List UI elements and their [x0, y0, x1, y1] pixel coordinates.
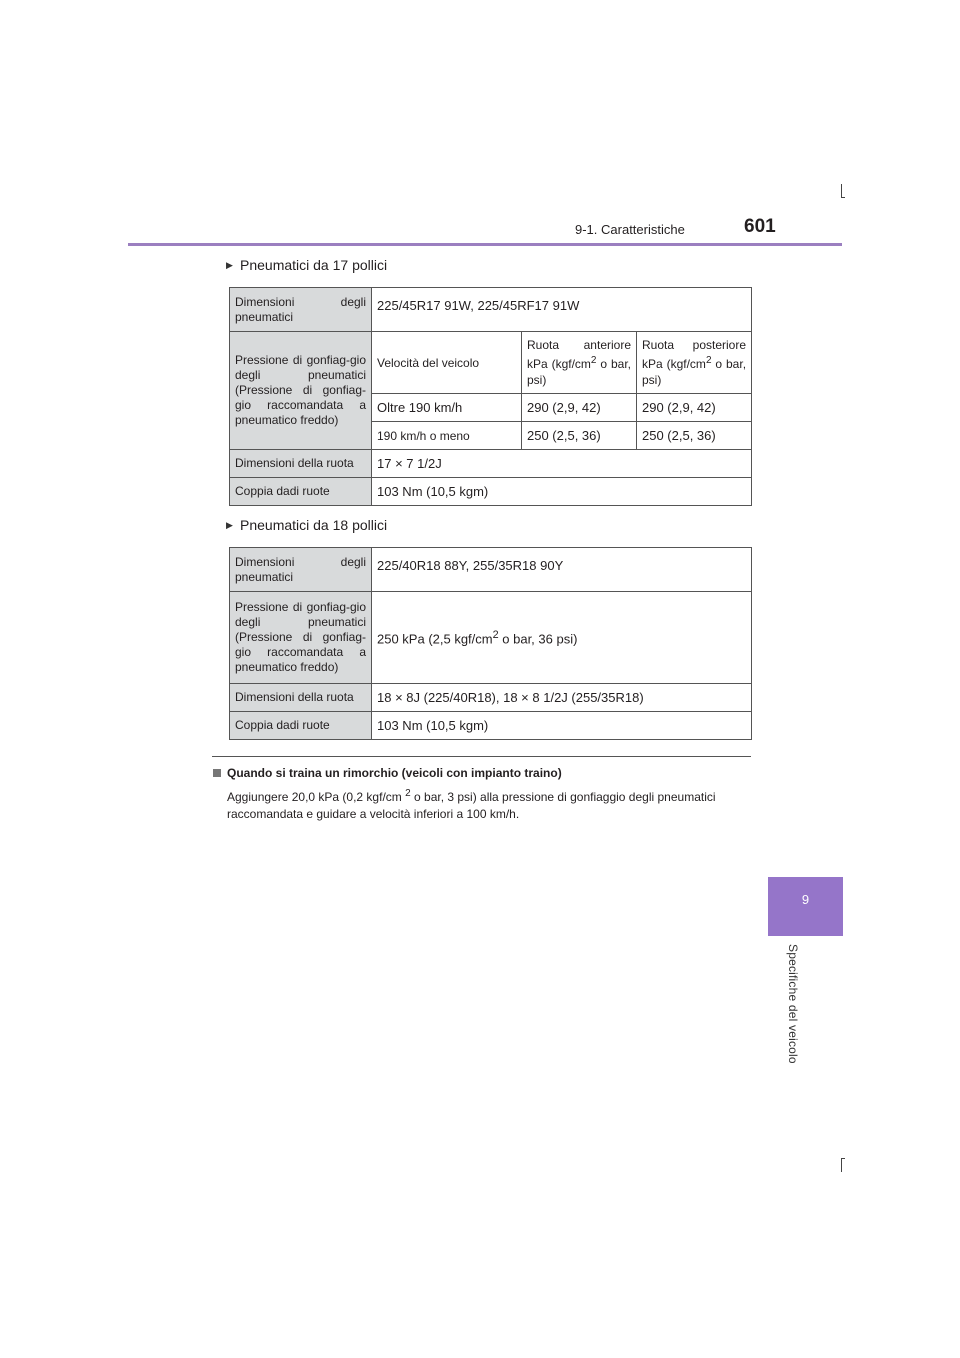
front-wheel-header: Ruota anteriore kPa ($kgf/cm^2$ o bar, psi): [522, 332, 637, 394]
triangle-bullet-icon: ▶: [226, 520, 233, 530]
heading-18-inch: [226, 517, 387, 533]
crop-mark-bottom-h: [841, 1158, 845, 1159]
crop-mark-top-h: [841, 197, 845, 198]
heading-17-text: Pneumatici da 17 pollici: [240, 257, 388, 273]
torque-label: Coppia dadi ruote: [230, 478, 372, 506]
wheel-size-value: 18 × 8J (225/40R18), 18 × 8 1/2J (255/35R18): [372, 684, 752, 712]
torque-value: 103 Nm (10,5 kgm): [372, 712, 752, 740]
tire-size-label: Dimensioni degli pneumatici: [230, 548, 372, 592]
triangle-bullet-icon: ▶: [226, 260, 233, 270]
pressure-label: Pressione di gonfiag-gio degli pneumatici (Pressione di gonfiag-gio raccomandata a pneumatico freddo): [230, 592, 372, 684]
front-pressure-cell: 290 (2,9, 42): [522, 394, 637, 422]
wheel-size-label: Dimensioni della ruota: [230, 450, 372, 478]
chapter-label: Specifiche del veicolo: [786, 944, 800, 1064]
rear-pressure-cell: 290 (2,9, 42): [637, 394, 752, 422]
speed-header: Velocità del veicolo: [372, 332, 522, 394]
page-number: 601: [744, 216, 776, 237]
tire-size-label: Dimensioni degli pneumatici: [230, 288, 372, 332]
note-divider: [212, 756, 751, 757]
torque-label: Coppia dadi ruote: [230, 712, 372, 740]
wheel-size-label: Dimensioni della ruota: [230, 684, 372, 712]
wheel-size-value: 17 × 7 1/2J: [372, 450, 752, 478]
rear-wheel-header: Ruota posteriore kPa ($kgf/cm^2$ o bar, psi): [637, 332, 752, 394]
crop-mark-top: [841, 184, 842, 198]
note-title: Quando si traina un rimorchio (veicoli con impianto traino): [213, 766, 562, 780]
tire-table-18: [229, 547, 752, 740]
note-body: Aggiungere 20,0 kPa (0,2 kgf/cm $^2$ o bar, 3 psi) alla pressione di gonfiaggio degli pneumatici raccomandata e guidare a velocità inferiori a 100 km/h.: [227, 788, 716, 821]
chapter-number: 9: [801, 892, 810, 907]
square-bullet-icon: [213, 769, 221, 777]
superscript: 2: [492, 629, 499, 642]
speed-cell: Oltre 190 km/h: [372, 394, 522, 422]
crop-mark-bottom: [841, 1158, 842, 1172]
tire-size-value: 225/45R17 91W, 225/45RF17 91W: [372, 288, 752, 332]
tire-size-value: 225/40R18 88Y, 255/35R18 90Y: [372, 548, 752, 592]
heading-18-text: Pneumatici da 18 pollici: [240, 517, 388, 533]
superscript: 2: [590, 355, 597, 366]
pressure-value: 250 kPa (2,5 kgf/$cm^2$ o bar, 36 psi): [372, 592, 752, 684]
tire-table-17: [229, 287, 752, 506]
speed-cell: 190 km/h o meno: [372, 422, 522, 450]
superscript: 2: [405, 788, 411, 799]
header-rule: [128, 243, 842, 246]
front-pressure-cell: 250 (2,5, 36): [522, 422, 637, 450]
pressure-label: Pressione di gonfiag-gio degli pneumatici (Pressione di gonfiag-gio raccomandata a pneumatico freddo): [230, 332, 372, 450]
superscript: 2: [705, 355, 712, 366]
torque-value: 103 Nm (10,5 kgm): [372, 478, 752, 506]
heading-17-inch: [226, 257, 387, 273]
rear-pressure-cell: 250 (2,5, 36): [637, 422, 752, 450]
section-title: 9-1. Caratteristiche: [575, 222, 685, 237]
